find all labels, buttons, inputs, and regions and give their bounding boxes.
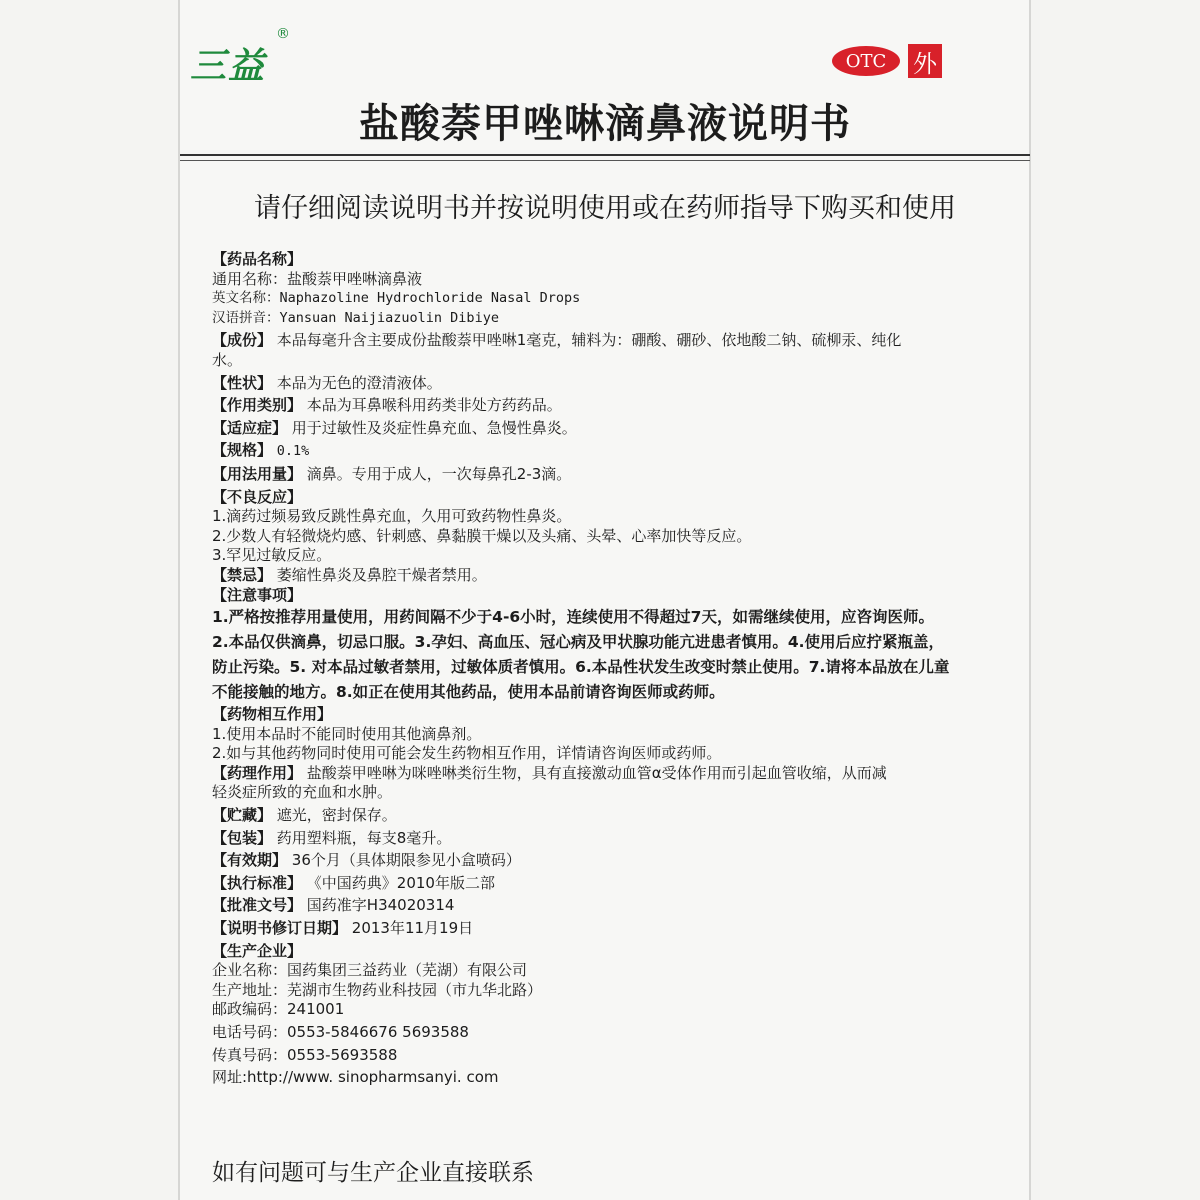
phone-number: 电话号码：0553-5846676 5693588 [212, 1023, 469, 1041]
sheet-left-edge [178, 0, 180, 1200]
section-manufacturer-label: 【生产企业】 [212, 941, 303, 960]
adverse-item: 1.滴药过频易致反跳性鼻充血，久用可致药物性鼻炎。 [212, 507, 572, 526]
section-storage-label: 【贮藏】 [212, 806, 273, 825]
section-pharmacology-label: 【药理作用】 [212, 763, 303, 782]
interaction-item: 2.如与其他药物同时使用可能会发生药物相互作用，详情请咨询医师或药师。 [212, 744, 722, 763]
section-category-label: 【作用类别】 [212, 396, 303, 415]
section-spec-label: 【规格】 [212, 441, 273, 460]
precautions-line: 1.严格按推荐用量使用，用药间隔不少于4-6小时，连续使用不得超过7天，如需继续使用，应咨询医师。 [212, 608, 934, 627]
section-composition-label: 【成份】 [212, 331, 273, 350]
storage-text: 遮光，密封保存。 [276, 806, 397, 825]
website: 网址:http://www. sinopharmsanyi. com [212, 1068, 499, 1087]
section-drug-name-label: 【药品名称】 [212, 250, 303, 268]
registered-mark: ® [276, 26, 290, 42]
section-character-label: 【性状】 [212, 373, 273, 392]
usage-warning: 请仔细阅读说明书并按说明使用或在药师指导下购买和使用 [254, 193, 956, 224]
brand-logo: 三益 [190, 46, 267, 87]
section-precautions-label: 【注意事项】 [212, 585, 303, 604]
english-name: 英文名称：Naphazoline Hydrochloride Nasal Drops [212, 290, 581, 307]
section-dosage-label: 【用法用量】 [212, 464, 303, 483]
spec-text: 0.1% [276, 443, 310, 460]
section-revision-label: 【说明书修订日期】 [212, 919, 348, 938]
section-package-label: 【包装】 [212, 828, 273, 847]
company-name: 企业名称：国药集团三益药业（芜湖）有限公司 [212, 961, 528, 980]
precautions-line: 2.本品仅供滴鼻，切忌口服。3.孕妇、高血压、冠心病及甲状腺功能亢进患者慎用。4.使用后应拧紧瓶盖， [212, 633, 945, 652]
section-interactions-label: 【药物相互作用】 [212, 705, 333, 724]
fax-number: 传真号码：0553-5693588 [212, 1045, 398, 1064]
indication-text: 用于过敏性及炎症性鼻充血、急慢性鼻炎。 [291, 418, 577, 437]
otc-badge: OTC [832, 46, 900, 76]
title-divider-thin [180, 160, 1030, 161]
leaflet-body [212, 250, 972, 1088]
section-adverse-label: 【不良反应】 [212, 487, 303, 506]
section-contraindication-label: 【禁忌】 [212, 565, 273, 584]
section-indication-label: 【适应症】 [212, 418, 288, 437]
dosage-text: 滴鼻。专用于成人，一次每鼻孔2-3滴。 [306, 464, 572, 483]
title-divider [180, 154, 1030, 156]
interaction-item: 1.使用本品时不能同时使用其他滴鼻剂。 [212, 724, 482, 743]
revision-date: 2013年11月19日 [351, 919, 474, 938]
pharmacology-text: 盐酸萘甲唑啉为咪唑啉类衍生物，具有直接激动血管α受体作用而引起血管收缩，从而减 [306, 763, 887, 782]
contraindication-text: 萎缩性鼻炎及鼻腔干燥者禁用。 [276, 565, 487, 584]
standard-text: 《中国药典》2010年版二部 [306, 873, 495, 892]
precautions-line: 防止污染。5. 对本品过敏者禁用，过敏体质者慎用。6.本品性状发生改变时禁止使用。7.请将本品放在儿童 [212, 658, 950, 677]
section-standard-label: 【执行标准】 [212, 873, 303, 892]
section-validity-label: 【有效期】 [212, 851, 288, 870]
adverse-item: 3.罕见过敏反应。 [212, 546, 332, 565]
pinyin-name: 汉语拼音：Yansuan Naijiazuolin Dibiye [212, 309, 499, 326]
generic-name: 通用名称：盐酸萘甲唑啉滴鼻液 [212, 269, 423, 288]
composition-text: 本品每毫升含主要成份盐酸萘甲唑啉1毫克，辅料为：硼酸、硼砂、依地酸二钠、硫柳汞、纯化 [276, 331, 902, 350]
contact-note: 如有问题可与生产企业直接联系 [212, 1160, 534, 1186]
sheet-right-edge [1029, 0, 1031, 1200]
precautions-line: 不能接触的地方。8.如正在使用其他药品，使用本品前请咨询医师或药师。 [212, 683, 725, 702]
adverse-item: 2.少数人有轻微烧灼感、针刺感、鼻黏膜干燥以及头痛、头晕、心率加快等反应。 [212, 526, 752, 545]
pharmacology-text-cont: 轻炎症所致的充血和水肿。 [212, 783, 393, 802]
external-use-badge: 外 [908, 44, 942, 78]
production-address: 生产地址：芜湖市生物药业科技园（市九华北路） [212, 980, 543, 999]
category-text: 本品为耳鼻喉科用药类非处方药药品。 [306, 396, 562, 415]
approval-text: 国药准字H34020314 [306, 896, 455, 915]
package-text: 药用塑料瓶，每支8毫升。 [276, 828, 452, 847]
validity-text: 36个月（具体期限参见小盒喷码） [291, 851, 521, 870]
section-approval-label: 【批准文号】 [212, 896, 303, 915]
postcode: 邮政编码：241001 [212, 1000, 345, 1019]
page-title: 盐酸萘甲唑啉滴鼻液说明书 [359, 101, 851, 147]
composition-text-cont: 水。 [212, 350, 243, 369]
character-text: 本品为无色的澄清液体。 [276, 373, 442, 392]
